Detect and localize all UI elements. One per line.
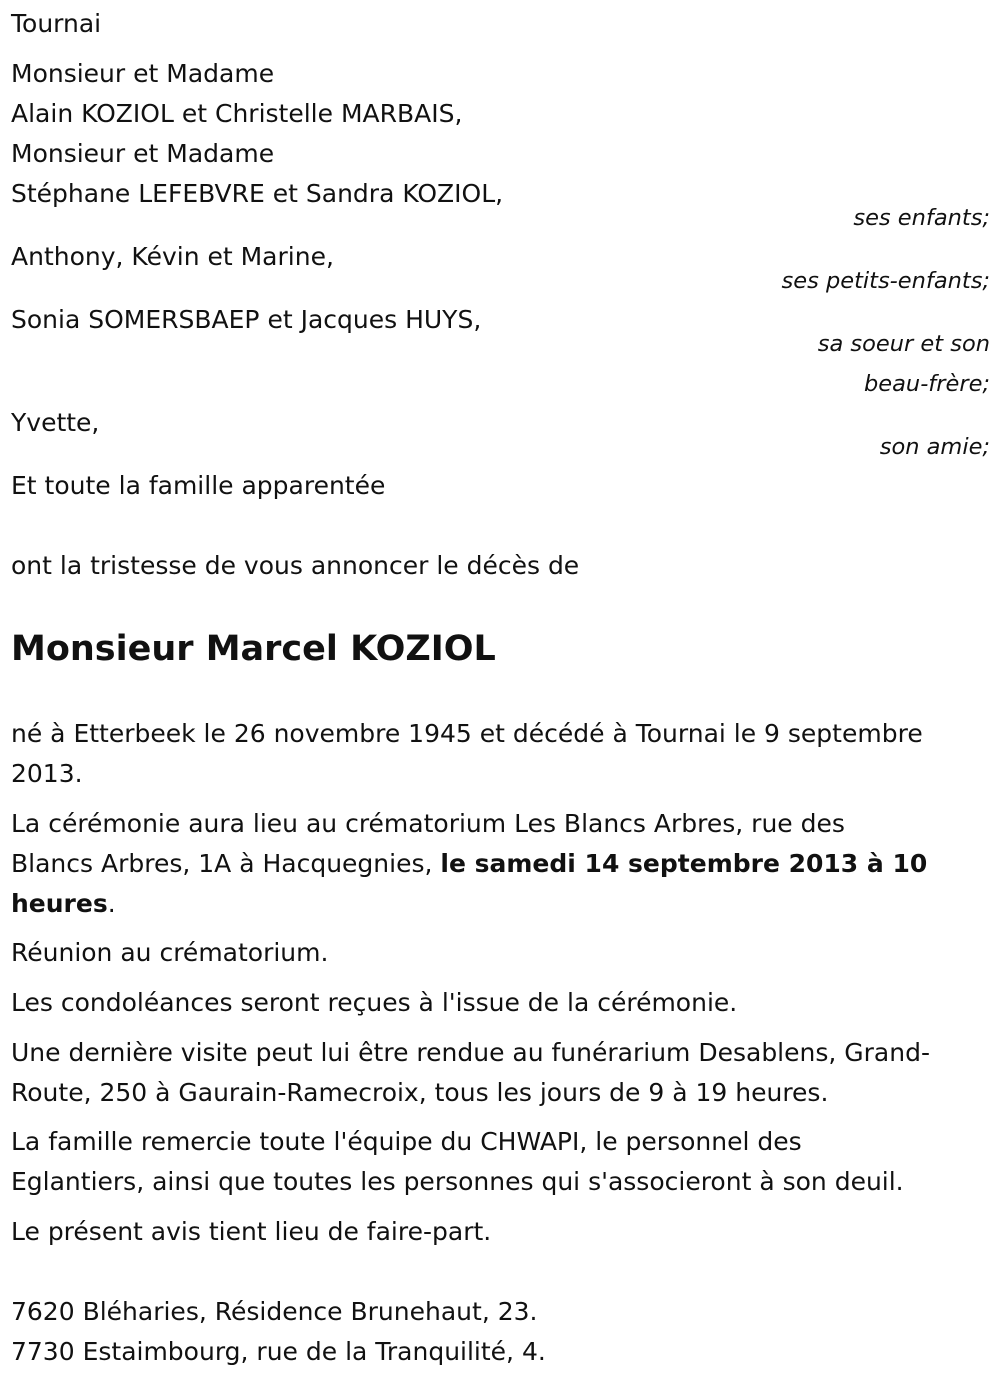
reunion-line: Réunion au crématorium. — [11, 938, 329, 967]
children-line-3: Monsieur et Madame — [11, 139, 275, 168]
ceremony-period: . — [107, 889, 116, 918]
birth-death-line-2: 2013. — [11, 759, 83, 788]
friend-line: Yvette, — [11, 408, 100, 437]
extended-family-line: Et toute la famille apparentée — [11, 471, 386, 500]
grandchildren-line: Anthony, Kévin et Marine, — [11, 242, 334, 271]
city-heading: Tournai — [11, 9, 102, 38]
ceremony-date: le samedi 14 septembre 2013 à 10 — [440, 849, 928, 878]
siblings-role-line-1: sa soeur et son — [817, 331, 990, 357]
friend-role: son amie; — [879, 434, 990, 460]
children-line-2: Alain KOZIOL et Christelle MARBAIS, — [11, 99, 463, 128]
thanks-line-1: La famille remercie toute l'équipe du CHWAPI, le personnel des — [11, 1127, 802, 1156]
visit-line-1: Une dernière visite peut lui être rendue au funérarium Desablens, Grand- — [11, 1038, 930, 1067]
deceased-name: Monsieur Marcel KOZIOL — [11, 629, 496, 669]
address-line-2: 7730 Estaimbourg, rue de la Tranquilité, 4. — [11, 1337, 546, 1366]
address-line-1: 7620 Bléharies, Résidence Brunehaut, 23. — [11, 1297, 538, 1326]
ceremony-line-1: La cérémonie aura lieu au crématorium Les Blancs Arbres, rue des — [11, 809, 845, 838]
children-line-4: Stéphane LEFEBVRE et Sandra KOZIOL, — [11, 179, 504, 208]
siblings-line: Sonia SOMERSBAEP et Jacques HUYS, — [11, 305, 482, 334]
thanks-line-2: Eglantiers, ainsi que toutes les personnes qui s'associeront à son deuil. — [11, 1167, 904, 1196]
visit-line-2: Route, 250 à Gaurain-Ramecroix, tous les jours de 9 à 19 heures. — [11, 1078, 829, 1107]
condolences-line: Les condoléances seront reçues à l'issue de la cérémonie. — [11, 988, 738, 1017]
ceremony-line-2 — [11, 844, 927, 884]
ceremony-line-3 — [11, 884, 116, 924]
children-line-1: Monsieur et Madame — [11, 59, 275, 88]
siblings-role-line-2: beau-frère; — [864, 371, 990, 397]
notice-line: Le présent avis tient lieu de faire-part. — [11, 1217, 492, 1246]
announcement-text: ont la tristesse de vous annoncer le décès de — [11, 551, 580, 580]
ceremony-location: Blancs Arbres, 1A à Hacquegnies, — [11, 849, 441, 878]
birth-death-line-1: né à Etterbeek le 26 novembre 1945 et décédé à Tournai le 9 septembre — [11, 719, 923, 748]
children-role: ses enfants; — [853, 205, 990, 231]
grandchildren-role: ses petits-enfants; — [781, 268, 990, 294]
ceremony-hours: heures — [11, 889, 108, 918]
